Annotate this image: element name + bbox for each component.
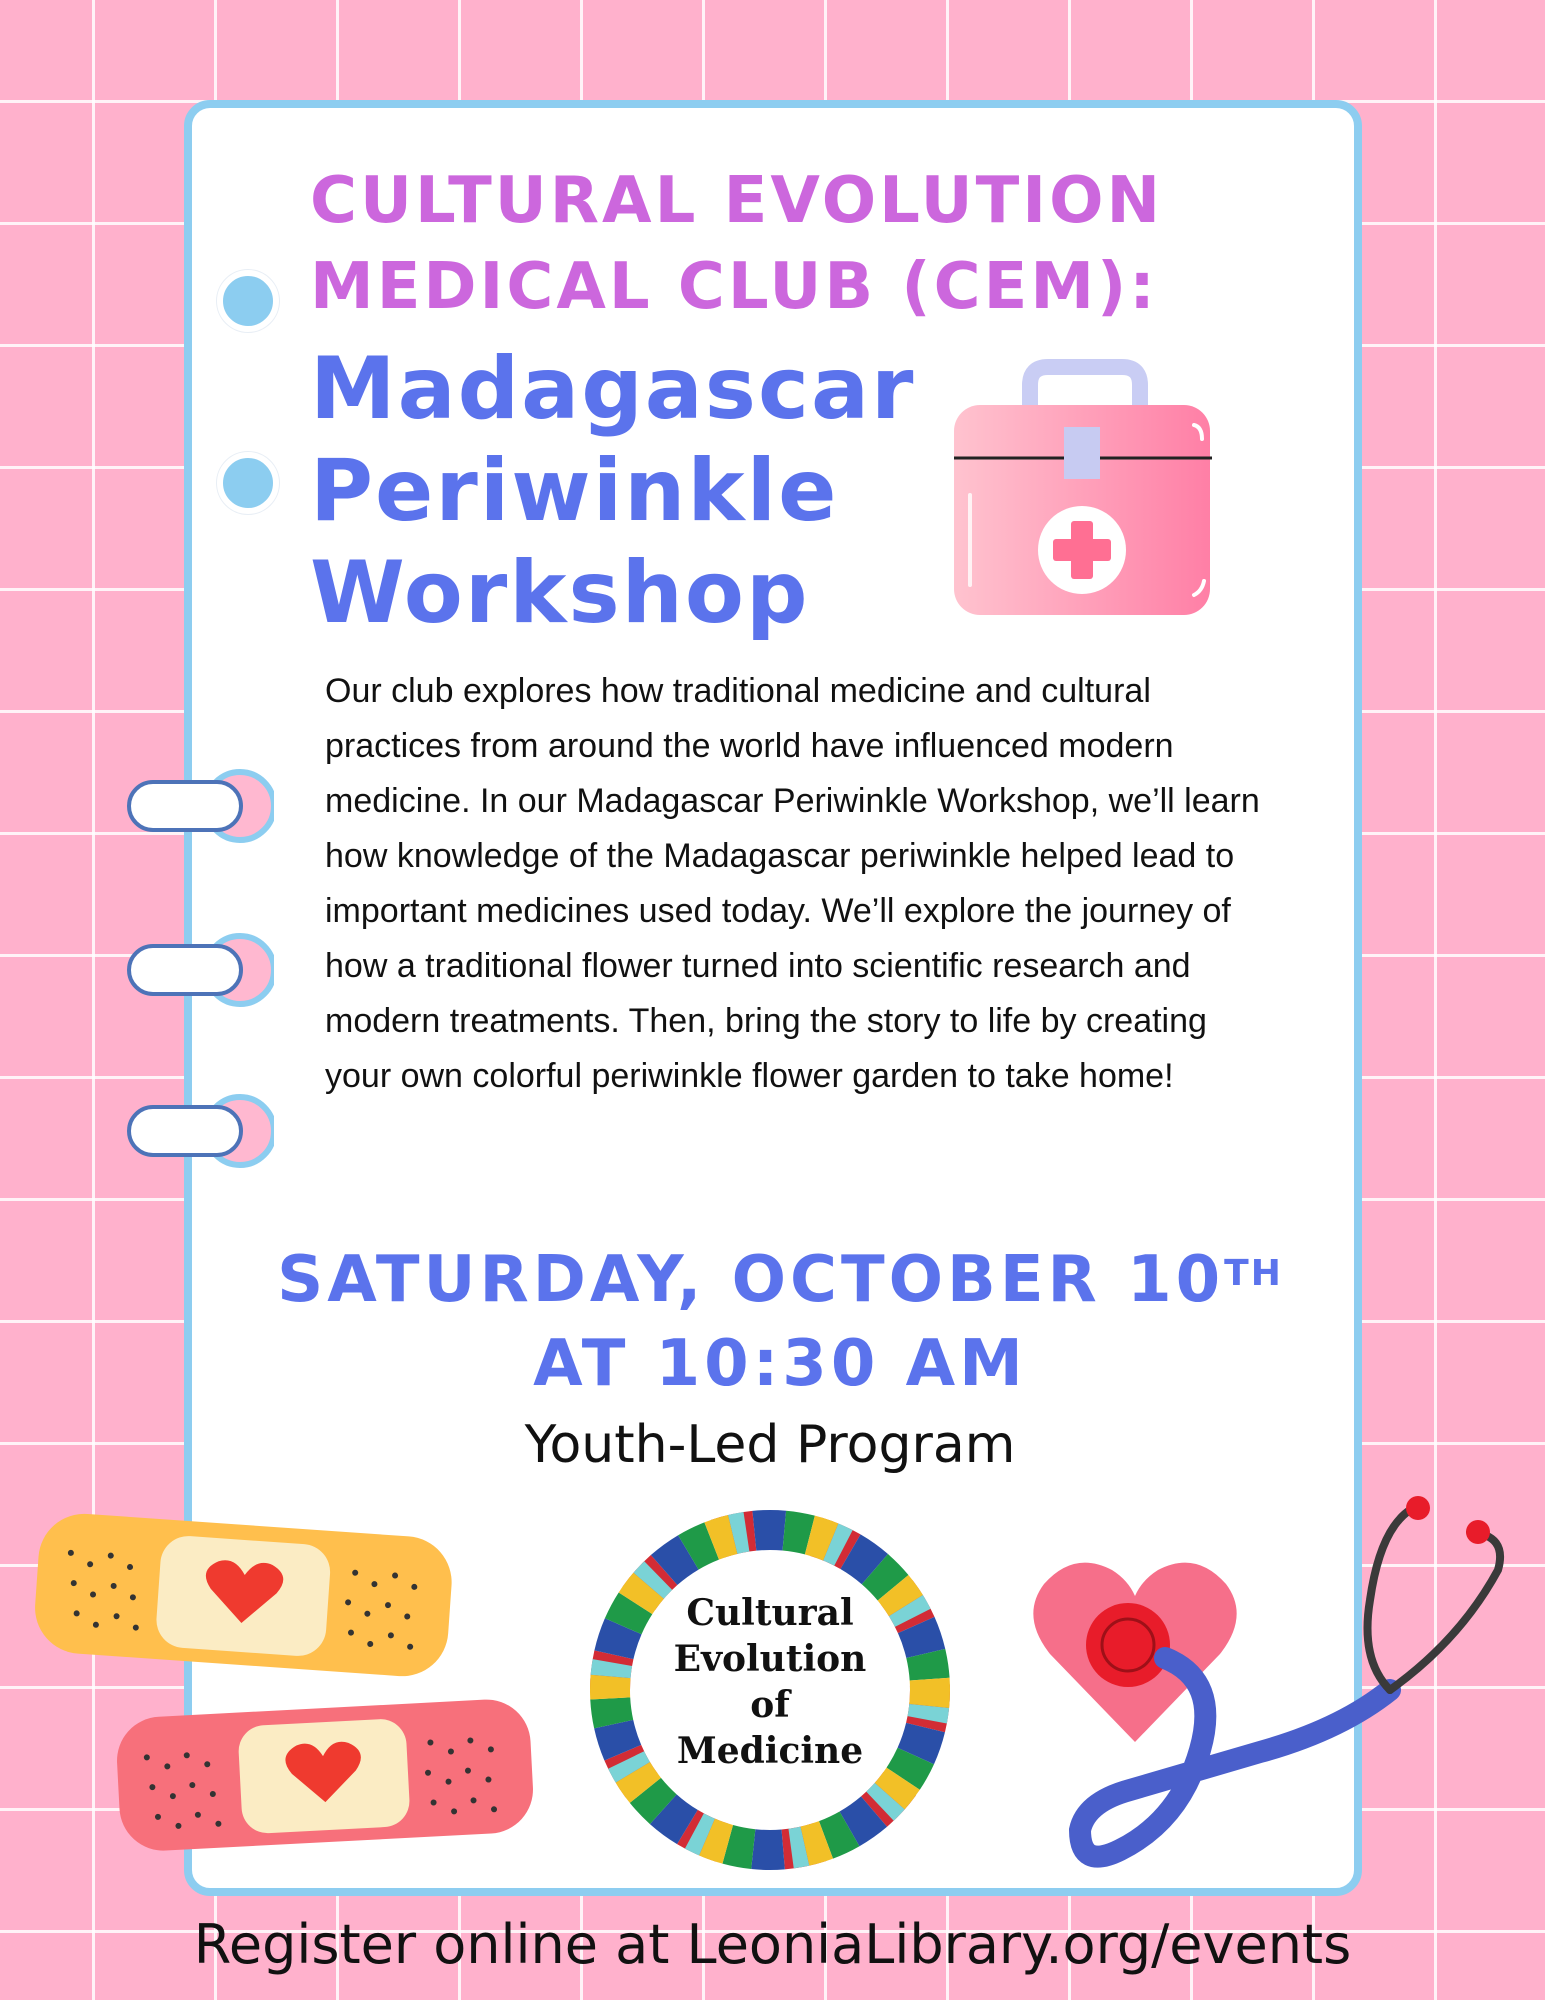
first-aid-kit-icon: [950, 355, 1220, 620]
binder-tab-1: [124, 766, 274, 846]
workshop-title-line-2: Periwinkle: [310, 441, 839, 541]
workshop-title-line-3: Workshop: [310, 543, 810, 643]
event-date-time: [200, 1238, 1360, 1406]
bandage-icon-pink: [112, 1690, 542, 1860]
program-type: Youth-Led Program: [524, 1415, 1016, 1475]
logo-line-1: Cultural: [686, 1592, 854, 1634]
logo-line-3: of: [750, 1684, 790, 1726]
binder-tab-2: [124, 930, 274, 1010]
binder-dot-1: [217, 270, 279, 332]
event-date-main: SATURDAY, OCTOBER 10: [277, 1243, 1225, 1317]
binder-tab-3: [124, 1091, 274, 1171]
event-time: AT 10:30 AM: [533, 1327, 1027, 1401]
registration-info: Register online at LeoniaLibrary.org/events: [193, 1913, 1352, 1976]
workshop-title-line-1: Madagascar: [310, 339, 916, 439]
club-name-line-1: CULTURAL EVOLUTION: [310, 164, 1164, 238]
logo-text: [600, 1590, 940, 1774]
event-date: [200, 1238, 1360, 1322]
logo-line-2: Evolution: [673, 1638, 867, 1680]
binder-dot-2: [217, 452, 279, 514]
stethoscope-icon: [1060, 1490, 1540, 1890]
event-date-suffix: TH: [1224, 1253, 1283, 1294]
club-name-heading: [310, 158, 1310, 330]
workshop-description: Our club explores how traditional medicine and cultural practices from around the world have influenced modern medicine. In our Madagascar Periwinkle Workshop, we’ll learn how knowledge of the Madagascar periwinkle helped lead to important medicines used today. We’ll explore the journey of how a traditional flower turned into scientific research and modern treatments. Then, bring the story to life by creating your own colorful periwinkle flower garden to take home!: [325, 672, 1260, 1095]
club-name-line-2: MEDICAL CLUB (CEM):: [310, 250, 1158, 324]
logo-line-4: Medicine: [676, 1730, 864, 1772]
workshop-title: [310, 338, 990, 644]
bandage-icon-yellow: [28, 1505, 458, 1695]
